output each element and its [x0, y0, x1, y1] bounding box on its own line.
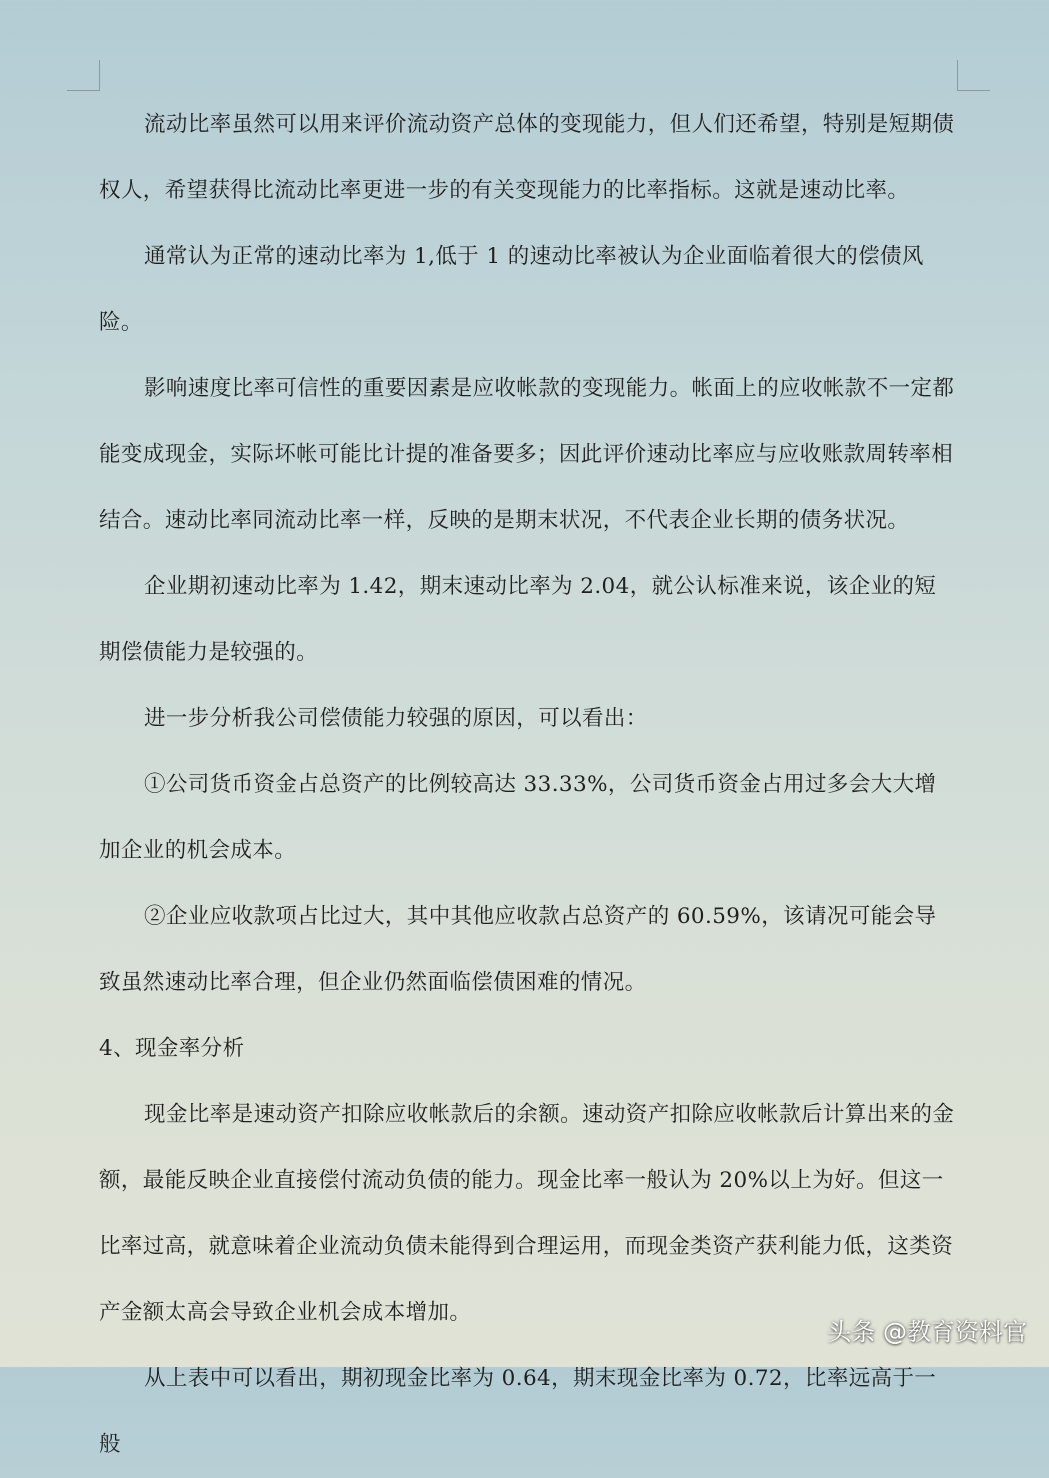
page-corner-mark-top-left [67, 60, 100, 91]
page-corner-mark-top-right [957, 60, 990, 91]
section-heading-cash-ratio: 4、现金率分析 [99, 1036, 245, 1061]
paragraph-cash-ratio-definition: 现金比率是速动资产扣除应收帐款后的余额。速动资产扣除应收帐款后计算出来的金额，最能反映企业直接偿付流动负债的能力。现金比率一般认为 20%以上为好。但这一比率过高，就意味着企业流动负债未能得到合理运用，而现金类资产获利能力低，这类资产金额太高会导致企业机会成本增加。 [99, 1102, 955, 1325]
document-body [99, 92, 957, 1478]
paragraph-point-2: ②企业应收款项占比过大，其中其他应收款占总资产的 60.59%，该请况可能会导致虽然速动比率合理，但企业仍然面临偿债困难的情况。 [99, 904, 937, 995]
paragraph-point-1: ①公司货币资金占总资产的比例较高达 33.33%，公司货币资金占用过多会大大增加企业的机会成本。 [99, 772, 937, 863]
paragraph-quick-ratio-intro: 流动比率虽然可以用来评价流动资产总体的变现能力，但人们还希望，特别是短期债权人，希望获得比流动比率更进一步的有关变现能力的比率指标。这就是速动比率。 [99, 112, 955, 203]
paragraph-cash-ratio-values: 从上表中可以看出，期初现金比率为 0.64，期末现金比率为 0.72，比率远高于一般 [99, 1366, 937, 1457]
paragraph-analysis-intro: 进一步分析我公司偿债能力较强的原因，可以看出： [144, 706, 648, 731]
paragraph-quick-ratio-normal: 通常认为正常的速动比率为 1,低于 1 的速动比率被认为企业面临着很大的偿债风险。 [99, 244, 924, 335]
paragraph-quick-ratio-factors: 影响速度比率可信性的重要因素是应收帐款的变现能力。帐面上的应收帐款不一定都能变成现金，实际坏帐可能比计提的准备要多；因此评价速动比率应与应收账款周转率相结合。速动比率同流动比率一样，反映的是期末状况，不代表企业长期的债务状况。 [99, 376, 955, 533]
paragraph-quick-ratio-values: 企业期初速动比率为 1.42，期末速动比率为 2.04，就公认标准来说，该企业的短期偿债能力是较强的。 [99, 574, 937, 665]
watermark: 头条 @教育资料官 [827, 1318, 1027, 1346]
